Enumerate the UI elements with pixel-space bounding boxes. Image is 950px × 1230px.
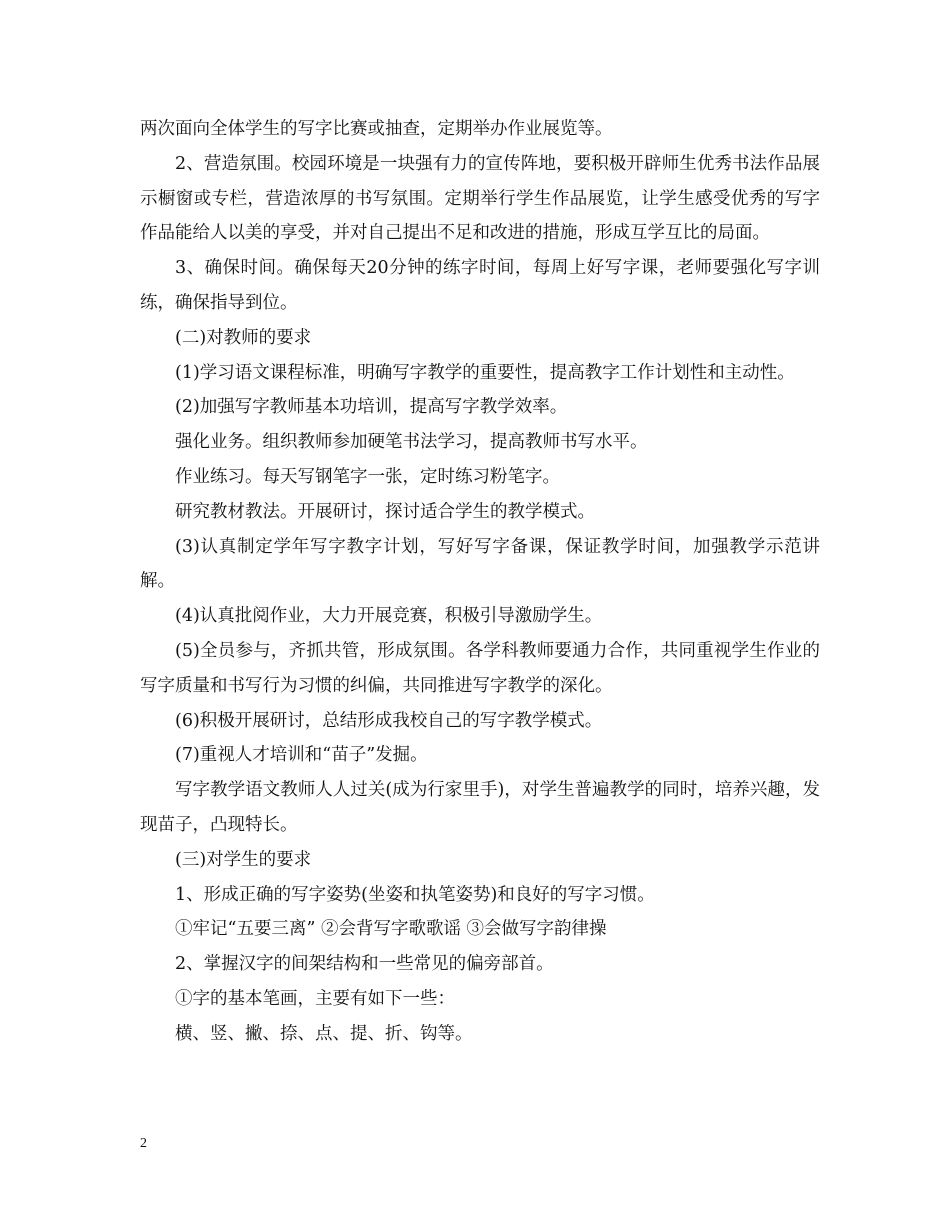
- paragraph: (4)认真批阅作业，大力开展竞赛，积极引导激励学生。: [175, 606, 603, 627]
- paragraph: 两次面向全体学生的写字比赛或抽查，定期举办作业展览等。: [140, 119, 613, 139]
- paragraph: ①字的基本笔画，主要有如下一些：: [175, 988, 455, 1009]
- document-body: [140, 112, 820, 1052]
- paragraph: ①牢记“五要三离” ②会背写字歌歌谣 ③会做写字韵律操: [175, 919, 607, 940]
- paragraph: 3、确保时间。确保每天20分钟的练字时间，每周上好写字课，老师要强化写字训练，确保指导到位。: [140, 258, 820, 313]
- paragraph: (5)全员参与，齐抓共管，形成氛围。各学科教师要通力合作，共同重视学生作业的写字质量和书写行为习惯的纠偏，共同推进写字教学的深化。: [140, 640, 820, 696]
- paragraph: 强化业务。组织教师参加硬笔书法学习，提高教师书写水平。: [175, 432, 648, 453]
- paragraph: 2、掌握汉字的间架结构和一些常见的偏旁部首。: [175, 954, 554, 975]
- paragraph: 横、竖、撇、捺、点、提、折、钩等。: [175, 1023, 473, 1044]
- paragraph: (1)学习语文课程标准，明确写字教学的重要性，提高教字工作计划性和主动性。: [175, 362, 795, 383]
- paragraph: (6)积极开展研讨，总结形成我校自己的写字教学模式。: [175, 710, 603, 731]
- paragraph: 研究教材教法。开展研讨，探讨适合学生的教学模式。: [175, 501, 595, 522]
- paragraph: 作业练习。每天写钢笔字一张，定时练习粉笔字。: [175, 466, 560, 487]
- paragraph: 2、营造氛围。校园环境是一块强有力的宣传阵地，要积极开辟师生优秀书法作品展示橱窗或专栏，营造浓厚的书写氛围。定期举行学生作品展览，让学生感受优秀的写字作品能给人以美的享受，并对自己提出不足和改进的措施，形成互学互比的局面。: [140, 153, 820, 244]
- paragraph: (3)认真制定学年写字教字计划，写好写字备课，保证教学时间，加强教学示范讲解。: [140, 536, 820, 592]
- paragraph: 1、形成正确的写字姿势(坐姿和执笔姿势)和良好的写字习惯。: [175, 884, 655, 905]
- paragraph: (7)重视人才培训和“苗子”发掘。: [175, 745, 428, 766]
- page-number: 2: [140, 1136, 147, 1151]
- paragraph: (二)对教师的要求: [175, 327, 312, 348]
- paragraph: 写字教学语文教师人人过关(成为行家里手)，对学生普遍教学的同时，培养兴趣，发现苗子，凸现特长。: [140, 780, 820, 835]
- paragraph: (三)对学生的要求: [175, 849, 312, 870]
- paragraph: (2)加强写字教师基本功培训，提高写字教学效率。: [175, 397, 568, 418]
